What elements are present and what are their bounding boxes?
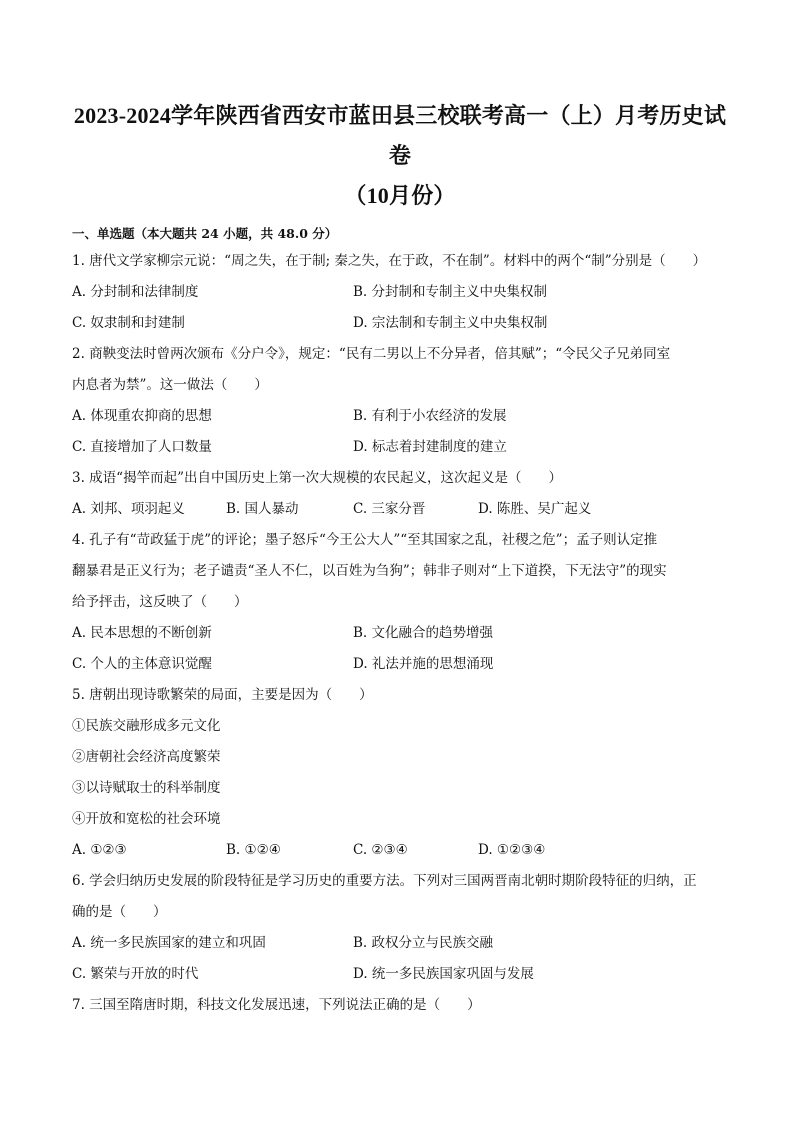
question-5-option-d: D. ①②③④ — [478, 842, 546, 858]
section-heading: 一、单选题（本大题共 24 小题，共 48.0 分） — [72, 226, 338, 241]
question-2-options-row-1 — [72, 401, 728, 432]
question-1 — [72, 246, 728, 339]
question-3-option-c: C. 三家分晋 — [353, 501, 426, 517]
question-2 — [72, 339, 728, 463]
page-title: 2023-2024学年陕西省西安市蓝田县三校联考高一（上）月考历史试卷 — [73, 103, 727, 168]
question-1-stem: 1. 唐代文学家柳宗元说：“周之失，在于制; 秦之失，在于政，不在制”。材料中的两个“制”分别是（ ） — [72, 253, 707, 269]
question-4-option-a: A. 民本思想的不断创新 — [72, 625, 212, 641]
exam-page — [72, 96, 728, 1021]
question-5-options-row — [72, 835, 728, 866]
question-6 — [72, 866, 728, 990]
question-1-option-d: D. 宗法制和专制主义中央集权制 — [353, 315, 548, 331]
question-6-options-row-1 — [72, 928, 728, 959]
question-1-options-row-2 — [72, 308, 728, 339]
question-6-option-a: A. 统一多民族国家的建立和巩固 — [72, 935, 266, 951]
question-5-option-b: B. ①②④ — [226, 842, 281, 858]
question-4-options-row-1 — [72, 618, 728, 649]
question-4 — [72, 525, 728, 680]
question-5-item-4: ④开放和宽松的社会环境 — [72, 811, 221, 827]
question-6-stem-line-1: 6. 学会归纳历史发展的阶段特征是学习历史的重要方法。下列对三国两晋南北朝时期阶段特征的归纳，正 — [72, 873, 697, 889]
question-6-option-c: C. 繁荣与开放的时代 — [72, 966, 199, 982]
question-7-stem: 7. 三国至隋唐时期，科技文化发展迅速，下列说法正确的是（ ） — [72, 997, 481, 1013]
question-3-option-a: A. 刘邦、项羽起义 — [72, 501, 185, 517]
question-4-stem-line-1: 4. 孔子有“苛政猛于虎”的评论；墨子怒斥“今王公大人”“至其国家之乱，社稷之危”；孟子则认定推 — [72, 532, 658, 548]
question-2-option-d: D. 标志着封建制度的建立 — [353, 439, 507, 455]
question-6-option-b: B. 政权分立与民族交融 — [353, 935, 494, 951]
question-1-option-c: C. 奴隶制和封建制 — [72, 315, 185, 331]
question-2-options-row-2 — [72, 432, 728, 463]
question-4-option-d: D. 礼法并施的思想涌现 — [353, 656, 494, 672]
question-2-stem-line-2: 内息者为禁”。这一做法（ ） — [72, 377, 268, 393]
question-2-option-b: B. 有利于小农经济的发展 — [353, 408, 507, 424]
question-4-options-row-2 — [72, 649, 728, 680]
question-5 — [72, 680, 728, 866]
question-5-item-2: ②唐朝社会经济高度繁荣 — [72, 749, 221, 765]
question-4-stem-line-3: 给予抨击，这反映了（ ） — [72, 594, 248, 610]
question-7 — [72, 990, 728, 1021]
question-4-option-b: B. 文化融合的趋势增强 — [353, 625, 494, 641]
question-5-option-c: C. ②③④ — [353, 842, 408, 858]
question-3-stem: 3. 成语“揭竿而起”出自中国历史上第一次大规模的农民起义，这次起义是（ ） — [72, 470, 562, 486]
question-4-option-c: C. 个人的主体意识觉醒 — [72, 656, 212, 672]
page-subtitle: （10月份） — [344, 183, 456, 208]
question-5-item-3: ③以诗赋取士的科举制度 — [72, 780, 221, 796]
question-5-stem: 5. 唐朝出现诗歌繁荣的局面，主要是因为（ ） — [72, 687, 373, 703]
question-3 — [72, 463, 728, 525]
question-2-stem-line-1: 2. 商鞅变法时曾两次颁布《分户令》，规定：“民有二男以上不分异者，倍其赋”；“令民父子兄弟同室 — [72, 346, 671, 362]
question-1-options-row-1 — [72, 277, 728, 308]
question-6-option-d: D. 统一多民族国家巩固与发展 — [353, 966, 534, 982]
question-1-option-b: B. 分封制和专制主义中央集权制 — [353, 284, 548, 300]
question-5-option-a: A. ①②③ — [72, 842, 127, 858]
question-6-stem-line-2: 确的是（ ） — [72, 904, 167, 920]
question-2-option-c: C. 直接增加了人口数量 — [72, 439, 212, 455]
question-3-options-row — [72, 494, 728, 525]
question-2-option-a: A. 体现重农抑商的思想 — [72, 408, 212, 424]
question-6-options-row-2 — [72, 959, 728, 990]
question-3-option-b: B. 国人暴动 — [226, 501, 299, 517]
question-1-option-a: A. 分封制和法律制度 — [72, 284, 199, 300]
question-4-stem-line-2: 翻暴君是正义行为；老子谴责“圣人不仁，以百姓为刍狗”；韩非子则对“上下道揆，下无法守”的现实 — [72, 563, 667, 579]
question-5-item-1: ①民族交融形成多元文化 — [72, 718, 221, 734]
question-3-option-d: D. 陈胜、吴广起义 — [478, 501, 592, 517]
